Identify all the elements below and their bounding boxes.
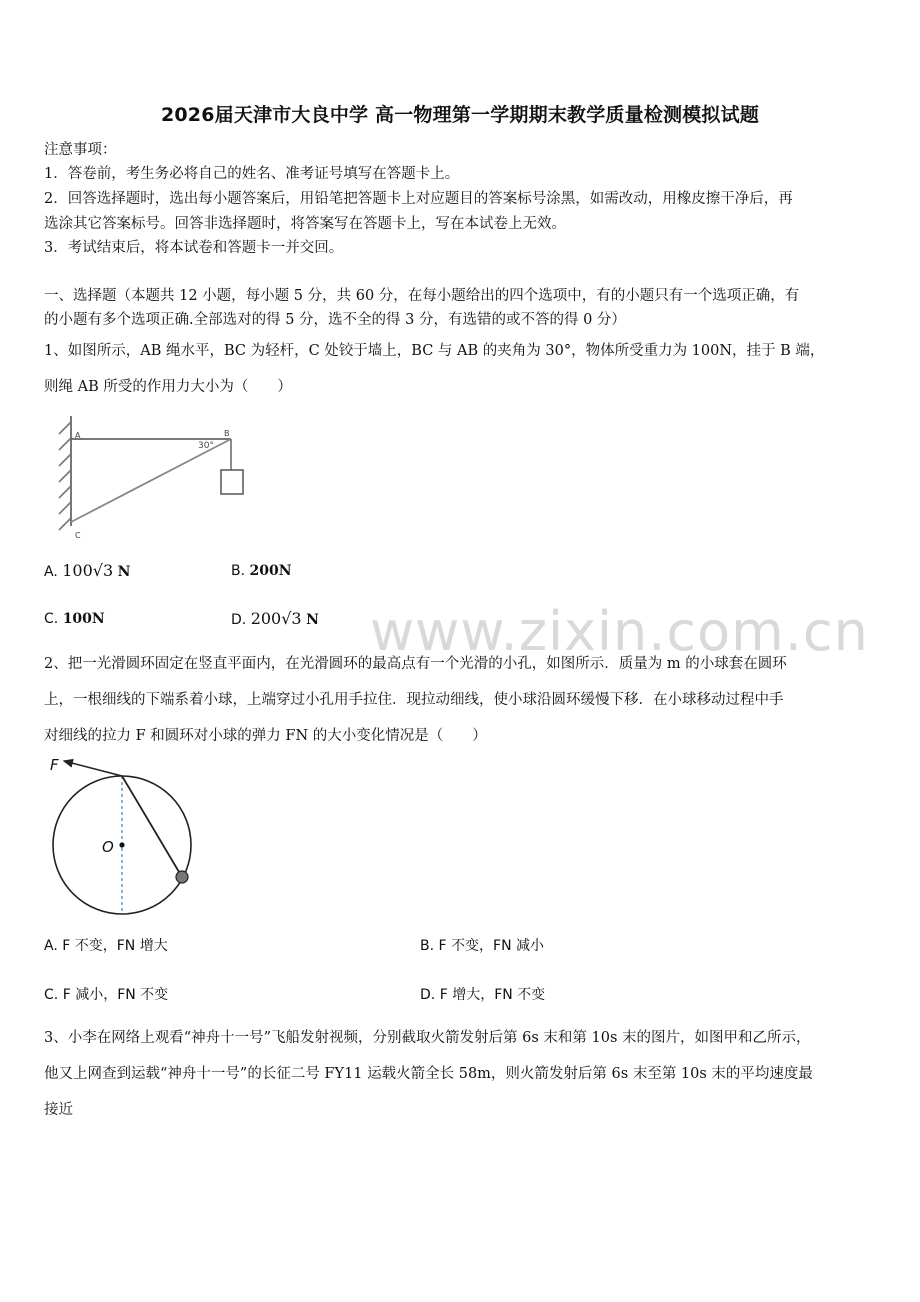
q2-option-c-text: F 减小，FN 不变 bbox=[62, 987, 169, 1003]
q2-option-a[interactable] bbox=[44, 935, 168, 955]
q1-stem-line1: 1、如图所示，AB 绳水平，BC 为轻杆，C 处铰于墙上，BC 与 AB 的夹角为 30°，物体所受重力为 100N，挂于 B 端， bbox=[44, 343, 825, 359]
q2-option-a-text: F 不变，FN 增大 bbox=[62, 938, 168, 954]
q2-option-b[interactable] bbox=[420, 935, 544, 955]
q3-stem-line1: 3、小李在网络上观看“神舟十一号”飞船发射视频，分别截取火箭发射后第 6s 末和第 10s 末的图片，如图甲和乙所示， bbox=[44, 1030, 811, 1046]
notice-heading: 注意事项： bbox=[44, 142, 117, 158]
q2-option-a-letter: A. bbox=[44, 938, 58, 954]
force-label: F bbox=[50, 756, 59, 774]
q1-stem-line2: 则绳 AB 所受的作用力大小为（ ） bbox=[44, 379, 292, 395]
q2-option-b-text: F 不变，FN 减小 bbox=[438, 938, 544, 954]
q2-figure bbox=[44, 752, 204, 922]
q1-option-a[interactable] bbox=[44, 561, 130, 580]
notice-item-2-cont: 选涂其它答案标号。回答非选择题时，将答案写在答题卡上，写在本试卷上无效。 bbox=[44, 216, 566, 232]
q3-stem-line2: 他又上网查到运载“神舟十一号”的长征二号 FY11 运载火箭全长 58m，则火箭发射后第 6s 末至第 10s 末的平均速度最 bbox=[44, 1066, 813, 1082]
q3-stem-line3: 接近 bbox=[44, 1102, 73, 1118]
label-b: B bbox=[224, 429, 230, 438]
label-a: A bbox=[75, 431, 81, 440]
watermark: www.zixin.com.cn bbox=[370, 600, 869, 663]
rod-bc bbox=[71, 439, 231, 522]
notice-item-2: 2．回答选择题时，选出每小题答案后，用铅笔把答题卡上对应题目的答案标号涂黑，如需改动，用橡皮擦干净后，再 bbox=[44, 191, 793, 207]
q1-option-c-value: 100N bbox=[62, 611, 105, 627]
q2-option-c[interactable] bbox=[44, 984, 168, 1004]
q2-stem-line3: 对细线的拉力 F 和圆环对小球的弹力 FN 的大小变化情况是（ ） bbox=[44, 728, 487, 744]
q1-option-a-value: 100√3 bbox=[62, 561, 114, 580]
q1-option-d[interactable] bbox=[231, 609, 319, 628]
wall-hatching bbox=[59, 422, 71, 530]
q2-option-b-letter: B. bbox=[420, 938, 435, 954]
section1-instructions-line1: 一、选择题（本题共 12 小题，每小题 5 分，共 60 分，在每小题给出的四个选项中，有的小题只有一个选项正确，有 bbox=[44, 288, 800, 304]
q2-option-d-letter: D. bbox=[420, 987, 436, 1003]
section1-instructions-line2: 的小题有多个选项正确.全部选对的得 5 分，选不全的得 3 分，有选错的或不答的得 0 分） bbox=[44, 312, 626, 328]
label-c: C bbox=[75, 531, 81, 540]
q1-option-a-letter: A. bbox=[44, 564, 58, 580]
center-label: O bbox=[102, 838, 114, 856]
hanging-weight bbox=[221, 470, 243, 494]
notice-item-3: 3．考试结束后，将本试卷和答题卡一并交回。 bbox=[44, 240, 344, 256]
q1-option-b[interactable] bbox=[231, 563, 292, 579]
q1-option-d-letter: D. bbox=[231, 612, 247, 628]
page-title: 2026届天津市大良中学 高一物理第一学期期末教学质量检测模拟试题 bbox=[160, 104, 760, 126]
q1-option-d-value: 200√3 bbox=[250, 609, 302, 628]
center-point bbox=[119, 842, 124, 847]
string-to-ball bbox=[122, 776, 182, 877]
q2-option-c-letter: C. bbox=[44, 987, 59, 1003]
notice-item-1: 1．答卷前，考生务必将自己的姓名、准考证号填写在答题卡上。 bbox=[44, 166, 460, 182]
q1-option-b-value: 200N bbox=[249, 563, 292, 579]
q1-option-c[interactable] bbox=[44, 611, 105, 627]
q2-stem-line2: 上，一根细线的下端系着小球，上端穿过小孔用手拉住．现拉动细线，使小球沿圆环缓慢下移．在小球移动过程中手 bbox=[44, 692, 784, 708]
q1-option-d-unit: N bbox=[306, 612, 319, 628]
angle-label: 30° bbox=[198, 441, 214, 451]
small-ball bbox=[176, 871, 188, 883]
q1-option-b-letter: B. bbox=[231, 563, 246, 579]
q1-figure bbox=[44, 408, 254, 548]
q2-stem-line1: 2、把一光滑圆环固定在竖直平面内，在光滑圆环的最高点有一个光滑的小孔，如图所示．质量为 m 的小球套在圆环 bbox=[44, 656, 787, 672]
q1-option-c-letter: C. bbox=[44, 611, 59, 627]
pull-force-arrow bbox=[64, 761, 122, 776]
q2-option-d-text: F 增大，FN 不变 bbox=[439, 987, 546, 1003]
q1-option-a-unit: N bbox=[117, 564, 131, 580]
q2-option-d[interactable] bbox=[420, 984, 545, 1004]
